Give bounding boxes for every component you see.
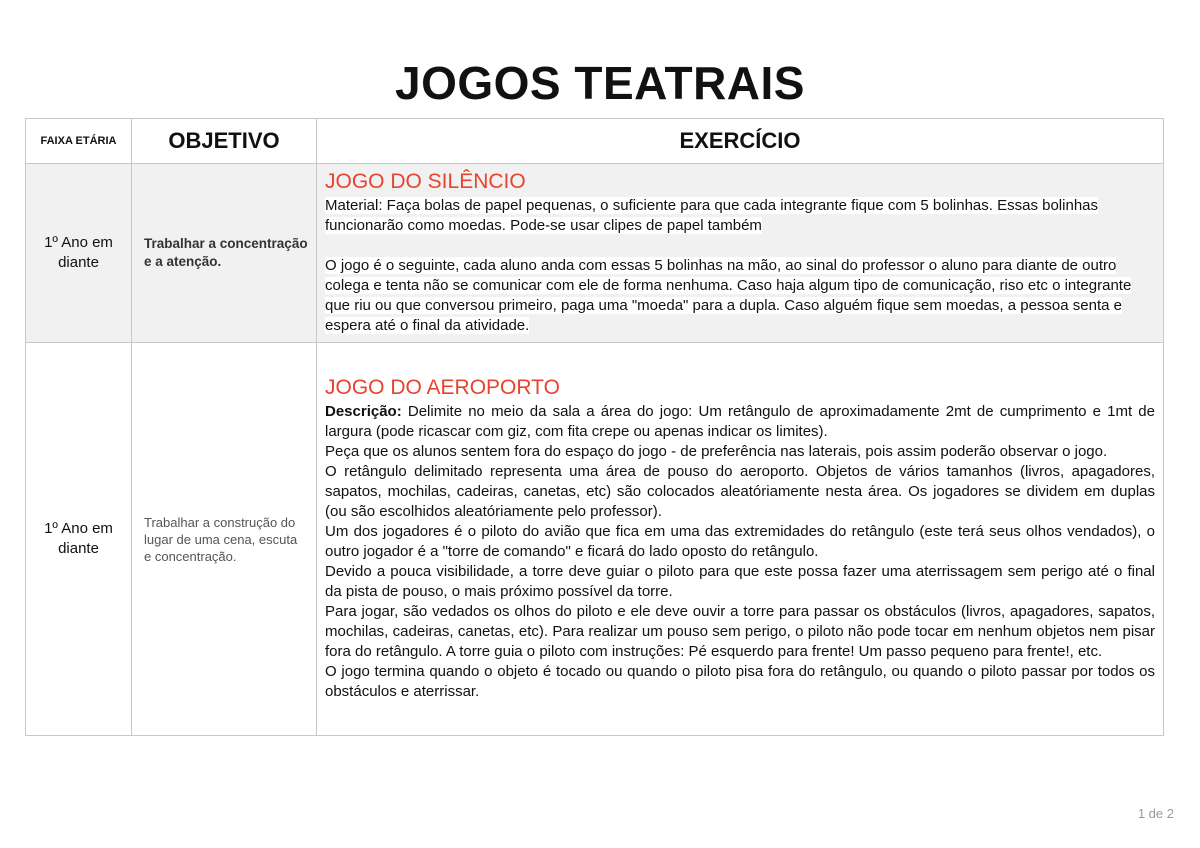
exercise-paragraph [325,196,1155,236]
exercise-cell [317,164,1164,343]
header-objective: OBJETIVO [132,119,317,164]
exercise-paragraph: Devido a pouca visibilidade, a torre deve guiar o piloto para que este possa fazer uma aterrissagem sem perigo até o final da pista de pouso, o mais próximo possível da torre. [325,563,1155,600]
game-title: JOGO DO SILÊNCIO [325,170,526,193]
game-title: JOGO DO AEROPORTO [325,376,560,399]
page-indicator: 1 de 2 [1137,806,1174,821]
exercise-paragraph: O jogo termina quando o objeto é tocado ou quando o piloto pisa fora do retângulo, ou quando o piloto passar por todos os obstáculos e aterrissar. [325,663,1155,700]
objective-cell: Trabalhar a construção do lugar de uma cena, escuta e concentração. [132,343,317,736]
exercise-paragraph [325,256,1155,336]
table-header-row [26,119,1164,164]
objective-cell: Trabalhar a concentração e a atenção. [132,164,317,343]
age-cell: 1º Ano em diante [26,164,132,343]
age-cell: 1º Ano em diante [26,343,132,736]
description-label: Descrição: [325,403,402,420]
paragraph-gap [325,236,1155,256]
description-text: Delimite no meio da sala a área do jogo: Um retângulo de aproximadamente 2mt de cumprimento e 1mt de largura (pode ricascar com giz, com fita crepe ou apenas indicar os limites). [325,403,1155,440]
exercise-paragraph: Peça que os alunos sentem fora do espaço do jogo - de preferência nas laterais, pois assim poderão observar o jogo. [325,443,1108,460]
exercise-cell [317,343,1164,736]
table-row [26,343,1164,736]
games-table [25,118,1164,736]
exercise-text: O jogo é o seguinte, cada aluno anda com essas 5 bolinhas na mão, ao sinal do professor o aluno para diante de outro colega e tenta não se comunicar com ele de forma nenhuma. Caso haja algum tipo de comunicação, riso etc o integrante que riu ou que conversou primeiro, paga uma "moeda" para a dupla. Caso alguém fique sem moedas, a pessoa senta e espera até o final da atividade. [325,257,1132,334]
exercise-paragraph: Para jogar, são vedados os olhos do piloto e ele deve ouvir a torre para passar os obstáculos (livros, apagadores, sapatos, mochilas, cadeiras, canetas, etc). Para realizar um pouso sem perigo, o piloto não pode tocar em nenhum objetos nem pisar fora do retângulo. A torre guia o piloto com instruções: Pé esquerdo para frente! Um passo pequeno para frente!, etc. [325,603,1155,660]
header-age: FAIXA ETÁRIA [26,119,132,164]
exercise-description [325,402,1155,442]
exercise-paragraph: Um dos jogadores é o piloto do avião que fica em uma das extremidades do retângulo (este terá seus olhos vendados), o outro jogador é a "torre de comando" e ficará do lado oposto do retângulo. [325,523,1155,560]
page-title: JOGOS TEATRAIS [395,57,805,109]
exercise-text: Material: Faça bolas de papel pequenas, o suficiente para que cada integrante fique com 5 bolinhas. Essas bolinhas funcionarão como moedas. Pode-se usar clipes de papel também [325,197,1098,234]
table-row [26,164,1164,343]
exercise-paragraph: O retângulo delimitado representa uma área de pouso do aeroporto. Objetos de vários tamanhos (livros, apagadores, sapatos, mochilas, cadeiras, canetas, etc) são colocados aleatóriamente nesta área. Os jogadores se dividem em duplas (ou são escolhidos aleatóriamente pelo professor). [325,463,1155,520]
header-exercise: EXERCÍCIO [317,119,1164,164]
